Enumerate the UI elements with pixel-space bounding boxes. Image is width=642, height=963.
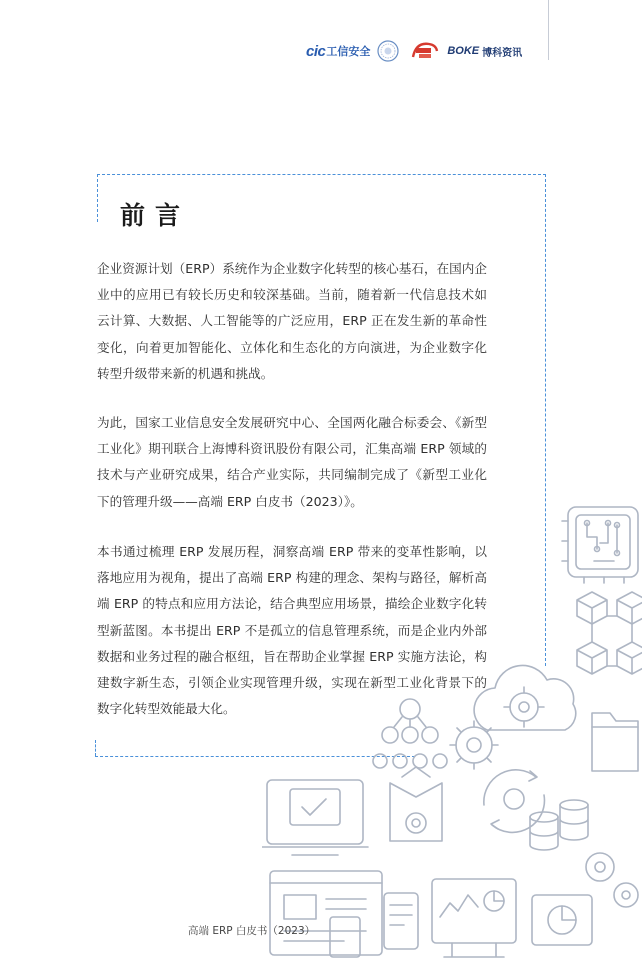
paragraph-2: 为此，国家工业信息安全发展研究中心、全国两化融合标委会、《新型工业化》期刊联合上海博科资讯股份有限公司，汇集高端 ERP 领域的技术与产业研究成果，结合产业实际，共同编制完成了《新型工业化下的管理升级——高端 ERP 白皮书（2023）》。 [97, 415, 487, 509]
folder-icon [592, 713, 638, 771]
analytics-monitor-icon [432, 879, 516, 957]
page-title: 前言 [120, 201, 191, 230]
frame-border-left [97, 174, 98, 222]
cycle-arrows-icon [484, 770, 545, 833]
database-icon [530, 800, 588, 850]
xinxing-gongyehua-logo [410, 39, 440, 63]
frame-border-bottom-left [95, 740, 96, 756]
cic-logo: cic 工信安全 [306, 42, 371, 60]
page-footer: 高端 ERP 白皮书（2023） [188, 925, 316, 937]
check-monitor-icon [262, 780, 368, 855]
paragraph-3: 本书通过梳理 ERP 发展历程，洞察高端 ERP 带来的变革性影响，以落地应用为视角，提出了高端 ERP 构建的理念、架构与路径，解析高端 ERP 的特点和应用方法论，结合典型应用场景，描绘企业数字化转型新蓝图。本书提出 ERP 不是孤立的信息管理系统，而是企业内外部数据和业务过程的融合枢纽，旨在帮助企业掌握 ERP 实施方法论，构建数字新生态，引领企业实现管理升级，实现在新型工业化背景下的数字化转型效能最大化。 [97, 544, 487, 717]
top-divider [548, 0, 549, 60]
paragraph-1: 企业资源计划（ERP）系统作为企业数字化转型的核心基石，在国内企业中的应用已有较长历史和较深基础。当前，随着新一代信息技术如云计算、大数据、人工智能等的广泛应用，ERP 正在发生新的革命性变化，向着更加智能化、立体化和生态化的方向演进，为企业数字化转型升级带来新的机遇和挑战。 [97, 261, 487, 381]
cloud-gear-icon [474, 665, 576, 730]
hierarchy-network-icon [373, 699, 447, 768]
circuit-chip-icon [562, 507, 638, 583]
partner-logos [306, 38, 538, 64]
pie-chart-icon [532, 895, 592, 945]
boke-logo: BOKE 博科资讯 [447, 45, 523, 59]
box-gear-icon [390, 767, 442, 841]
frame-border-top [97, 174, 546, 175]
devices-icon [330, 893, 418, 957]
gears-cluster-icon [586, 853, 638, 907]
cube-network-icon [577, 592, 642, 674]
settings-gear-icon [450, 721, 498, 769]
standards-committee-seal-icon [377, 40, 399, 62]
tech-line-illustration [262, 455, 642, 963]
web-page-icon [270, 871, 382, 955]
